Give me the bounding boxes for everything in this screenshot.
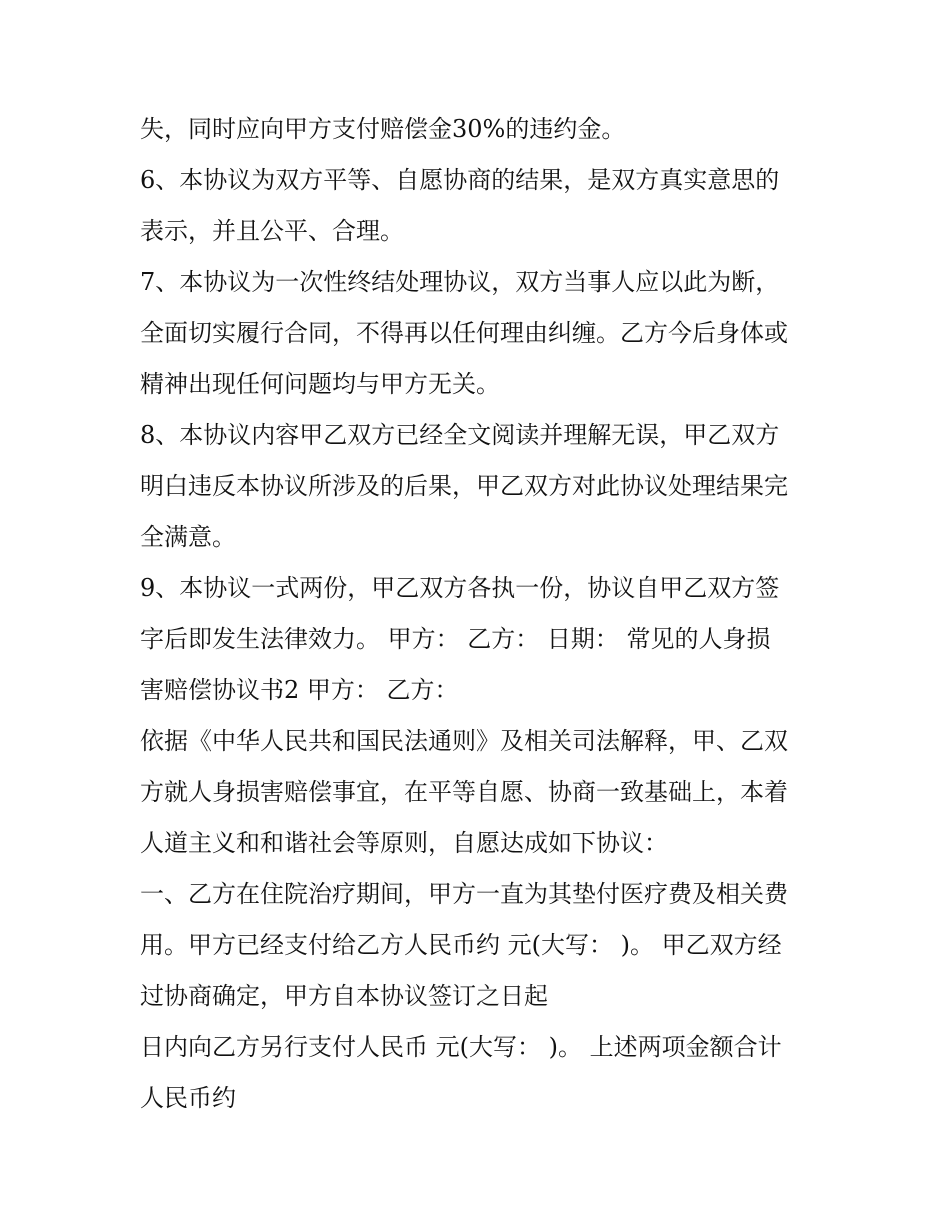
text-line: 9、本协议一式两份，甲乙双方各执一份，协议自甲乙双方签 <box>140 574 780 602</box>
document-body <box>140 104 820 1124</box>
text-line: 人道主义和和谐社会等原则，自愿达成如下协议： <box>140 829 668 857</box>
text-line: 精神出现任何问题均与甲方无关。 <box>140 370 500 398</box>
text-line: 6、本协议为双方平等、自愿协商的结果，是双方真实意思的 <box>140 166 780 194</box>
text-line: 字后即发生法律效力。 甲方： 乙方： 日期： 常见的人身损 <box>140 625 771 653</box>
text-line: 害赔偿协议书2 甲方： 乙方： <box>140 676 459 704</box>
text-line: 依据《中华人民共和国民法通则》及相关司法解释，甲、乙双 <box>140 727 788 755</box>
text-line: 明白违反本协议所涉及的后果，甲乙双方对此协议处理结果完 <box>140 472 788 500</box>
text-line: 表示，并且公平、合理。 <box>140 217 404 245</box>
text-line: 全面切实履行合同，不得再以任何理由纠缠。乙方今后身体或 <box>140 319 788 347</box>
text-line: 方就人身损害赔偿事宜，在平等自愿、协商一致基础上，本着 <box>140 778 788 806</box>
text-line: 人民币约 <box>140 1084 236 1112</box>
text-line: 日内向乙方另行支付人民币 元(大写： )。 上述两项金额合计 <box>140 1033 782 1061</box>
text-line: 7、本协议为一次性终结处理协议，双方当事人应以此为断， <box>140 268 780 296</box>
text-line: 过协商确定，甲方自本协议签订之日起 <box>140 982 548 1010</box>
text-line: 一、乙方在住院治疗期间，甲方一直为其垫付医疗费及相关费 <box>140 880 788 908</box>
text-line: 全满意。 <box>140 523 236 551</box>
text-line: 失，同时应向甲方支付赔偿金30%的违约金。 <box>140 115 626 143</box>
text-line: 用。甲方已经支付给乙方人民币约 元(大写： )。 甲乙双方经 <box>140 931 782 959</box>
text-line: 8、本协议内容甲乙双方已经全文阅读并理解无误，甲乙双方 <box>140 421 780 449</box>
